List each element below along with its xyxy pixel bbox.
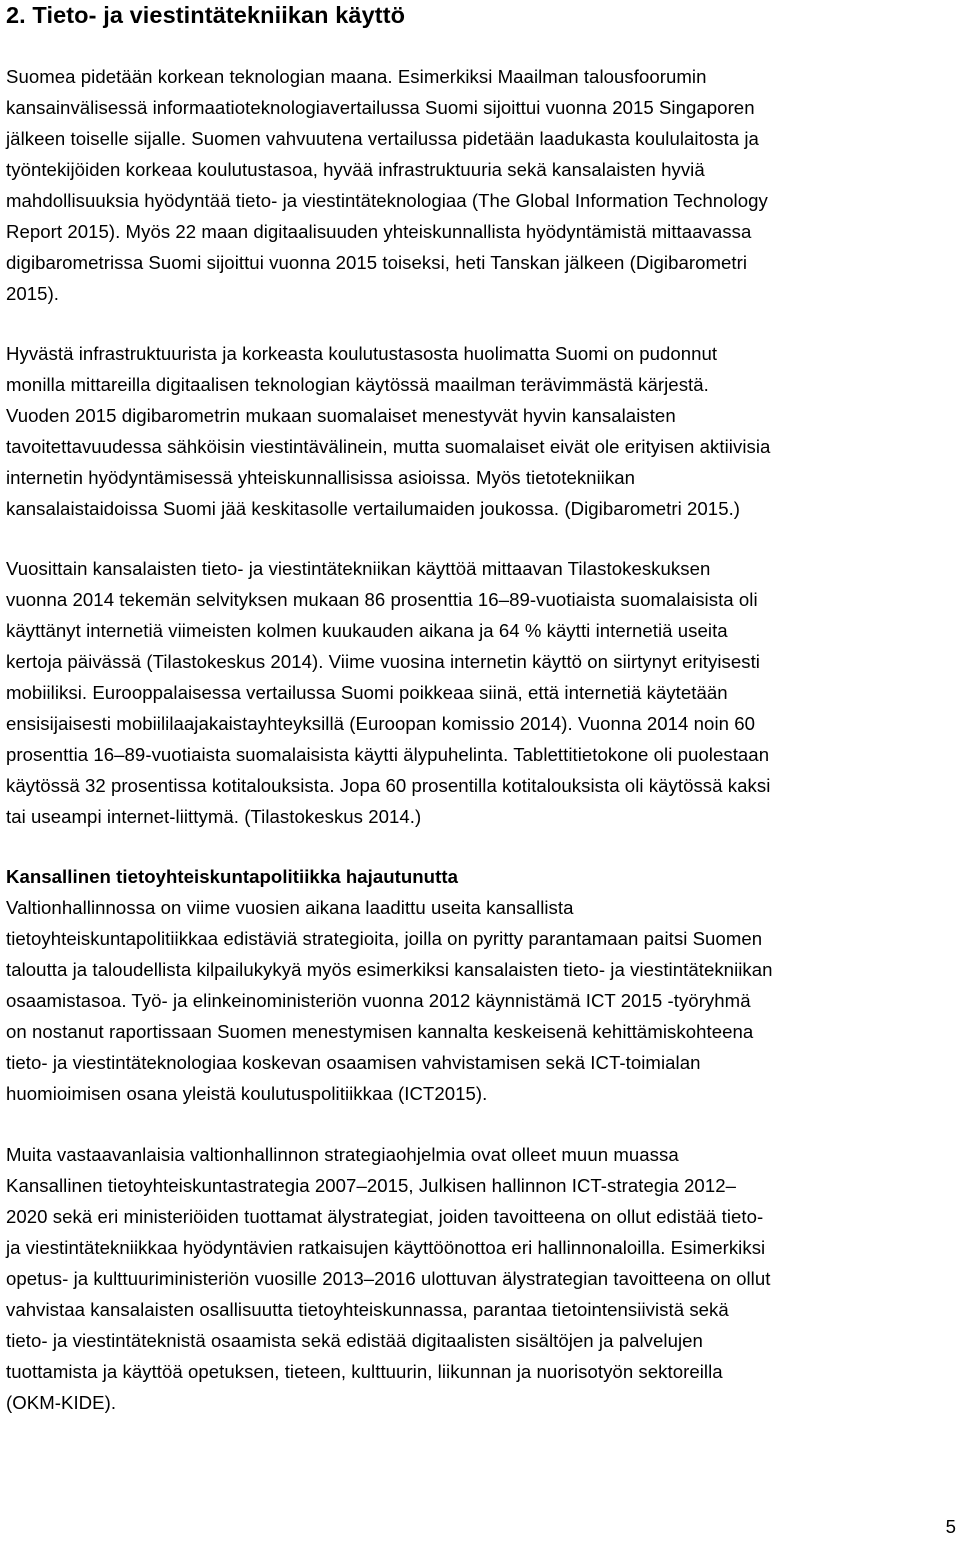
text-line: kertoja päivässä (Tilastokeskus 2014). Viime vuosina internetin käyttö on siirtynyt erityisesti: [6, 651, 760, 672]
text-line: vuonna 2014 tekemän selvityksen mukaan 86 prosenttia 16–89-vuotiaista suomalaisista oli: [6, 589, 758, 610]
text-line: tieto- ja viestintäteknistä osaamista sekä edistää digitaalisten sisältöjen ja palvelujen: [6, 1330, 703, 1351]
paragraph-2: [6, 338, 770, 524]
text-line: on nostanut raportissaan Suomen menestymisen kannalta keskeisenä kehittämiskohteena: [6, 1021, 754, 1042]
text-line: Vuoden 2015 digibarometrin mukaan suomalaiset menestyvät hyvin kansalaisten: [6, 405, 676, 426]
text-line: Hyvästä infrastruktuurista ja korkeasta koulutustasosta huolimatta Suomi on pudonnut: [6, 343, 718, 364]
text-line: työntekijöiden korkeaa koulutustasoa, hyvää infrastruktuuria sekä kansalaisten hyviä: [6, 159, 705, 180]
text-line: huomioimisen osana yleistä koulutuspolitiikkaa (ICT2015).: [6, 1083, 488, 1104]
document-page: [6, 0, 956, 1413]
paragraph-5: [6, 1139, 770, 1418]
text-line: internetin hyödyntämisessä yhteiskunnallisissa asioissa. Myös tietotekniikan: [6, 467, 636, 488]
text-line: (OKM-KIDE).: [6, 1392, 117, 1413]
paragraph-1: [6, 61, 768, 309]
subsection-heading: Kansallinen tietoyhteiskuntapolitiikka hajautunutta: [6, 866, 458, 887]
text-line: osaamistasoa. Työ- ja elinkeinoministeriön vuonna 2012 käynnistämä ICT 2015 -työryhmä: [6, 990, 751, 1011]
text-line: 2015).: [6, 283, 60, 304]
text-line: vahvistaa kansalaisten osallisuutta tietoyhteiskunnassa, parantaa tietointensiivistä sekä: [6, 1299, 729, 1320]
text-line: Valtionhallinnossa on viime vuosien aikana laadittu useita kansallista: [6, 897, 574, 918]
text-line: Suomea pidetään korkean teknologian maana. Esimerkiksi Maailman talousfoorumin: [6, 66, 707, 87]
text-line: prosenttia 16–89-vuotiaista suomalaisista käytti älypuhelinta. Tablettitietokone oli puolestaan: [6, 744, 770, 765]
paragraph-3: [6, 553, 770, 832]
text-line: käytössä 32 prosentissa kotitalouksista. Jopa 60 prosentilla kotitalouksista oli käytössä kaksi: [6, 775, 771, 796]
text-line: Muita vastaavanlaisia valtionhallinnon strategiaohjelmia ovat olleet muun muassa: [6, 1144, 679, 1165]
text-line: tietoyhteiskuntapolitiikkaa edistäviä strategioita, joilla on pyritty parantamaan paitsi Suomen: [6, 928, 763, 949]
text-line: ja viestintätekniikkaa hyödyntävien ratkaisujen käyttöönottoa eri hallinnonaloilla. Esimerkiksi: [6, 1237, 766, 1258]
text-line: Report 2015). Myös 22 maan digitaalisuuden yhteiskunnallista hyödyntämistä mittaavassa: [6, 221, 752, 242]
section-heading: 2. Tieto- ja viestintätekniikan käyttö: [6, 2, 406, 28]
text-line: Kansallinen tietoyhteiskuntastrategia 2007–2015, Julkisen hallinnon ICT-strategia 2012–: [6, 1175, 736, 1196]
text-line: opetus- ja kulttuuriministeriön vuosille 2013–2016 ulottuvan älystrategian tavoitteena on ollut: [6, 1268, 771, 1289]
text-line: tieto- ja viestintäteknologiaa koskevan osaamisen vahvistamisen sekä ICT-toimialan: [6, 1052, 701, 1073]
text-line: käyttänyt internetiä viimeisten kolmen kuukauden aikana ja 64 % käytti internetiä useita: [6, 620, 728, 641]
text-line: mobiiliksi. Eurooppalaisessa vertailussa Suomi poikkeaa siinä, että internetiä käytetään: [6, 682, 728, 703]
page-number: 5: [945, 1516, 956, 1537]
text-line: jälkeen toiselle sijalle. Suomen vahvuutena vertailussa pidetään laadukasta koululaitosta ja: [6, 128, 759, 149]
text-line: monilla mittareilla digitaalisen teknologian käytössä maailman terävimmästä kärjestä.: [6, 374, 709, 395]
text-line: kansalaistaidoissa Suomi jää keskitasolle vertailumaiden joukossa. (Digibarometri 2015.): [6, 498, 741, 519]
text-line: tavoitettavuudessa sähköisin viestintävälinein, mutta suomalaiset eivät ole erityisen aktiivisia: [6, 436, 771, 457]
text-line: mahdollisuuksia hyödyntää tieto- ja viestintäteknologiaa (The Global Information Technology: [6, 190, 768, 211]
text-line: tai useampi internet-liittymä. (Tilastokeskus 2014.): [6, 806, 422, 827]
text-line: Vuosittain kansalaisten tieto- ja viestintätekniikan käyttöä mittaavan Tilastokeskuksen: [6, 558, 711, 579]
text-line: taloutta ja taloudellista kilpailukykyä myös esimerkiksi kansalaisten tieto- ja viestintätekniikan: [6, 959, 773, 980]
text-line: kansainvälisessä informaatioteknologiavertailussa Suomi sijoittui vuonna 2015 Singaporen: [6, 97, 755, 118]
text-line: digibarometrissa Suomi sijoittui vuonna 2015 toiseksi, heti Tanskan jälkeen (Digibarometri: [6, 252, 748, 273]
paragraph-4: [6, 861, 773, 1109]
text-line: 2020 sekä eri ministeriöiden tuottamat älystrategiat, joiden tavoitteena on ollut edistää tieto-: [6, 1206, 764, 1227]
text-line: tuottamista ja käyttöä opetuksen, tieteen, kulttuurin, liikunnan ja nuorisotyön sektoreilla: [6, 1361, 723, 1382]
text-line: ensisijaisesti mobiililaajakaistayhteyksillä (Euroopan komissio 2014). Vuonna 2014 noin 60: [6, 713, 756, 734]
